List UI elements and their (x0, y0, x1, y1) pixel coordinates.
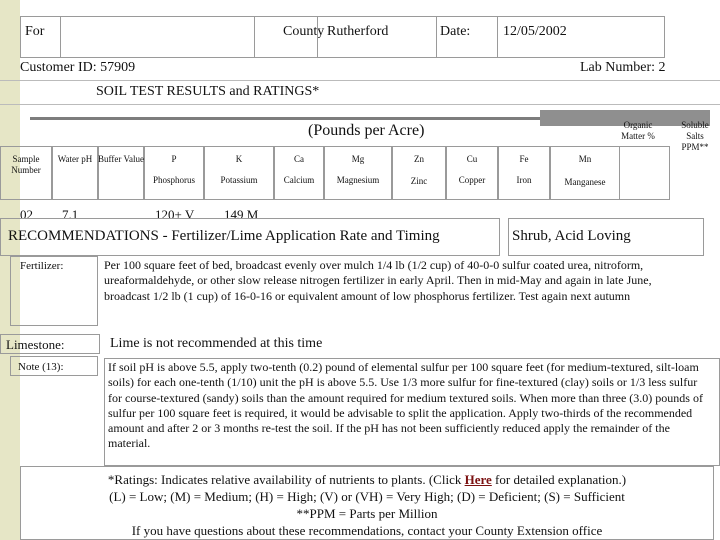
fe-symbol: Fe (519, 154, 529, 164)
customer-id: Customer ID: 57909 (20, 60, 136, 75)
contact-note: If you have questions about these recommendations, contact your County Extension office (131, 523, 603, 538)
mn-symbol: Mn (578, 154, 592, 164)
ca-name: Calcium (283, 175, 315, 185)
cu-symbol: Cu (466, 154, 478, 164)
cu-name: Copper (458, 175, 486, 185)
lab-number: Lab Number: 2 (580, 60, 666, 75)
sample-value: 02 (20, 207, 33, 222)
zn-name: Zinc (410, 176, 428, 186)
report-title: SOIL TEST RESULTS and RATINGS* (96, 84, 320, 99)
water-ph-header: Water pH (57, 154, 93, 164)
mg-name: Magnesium (336, 175, 380, 185)
sample-number-header: Sample Number (11, 154, 41, 175)
note-label: Note (13): (18, 361, 64, 373)
for-name-field[interactable] (60, 16, 255, 58)
note-text: If soil pH is above 5.5, apply two-tenth (0.2) pound of elemental sulfur per 100 square feet (for medium-textured, silt-loam soils) for each one-tenth (1/10) unit the pH is above 5.5. Use 1/3 more sulfur for fine-textured (clay) soils or 1/3 less sulfur for course-textured (sandy) soils than the amount required for medium textured soils. When more than three (3.0) pounds of sulfur per 100 square feet is required, it would be advisable to split the application. Apply two-thirds of the recommended amount and after 2 or 3 months re-test the soil. If the pH has not been sufficiently reduced apply the remainder of the material. (108, 360, 703, 451)
fe-name: Iron (516, 175, 532, 185)
ratings-text-after: for detailed explanation.) (491, 472, 627, 487)
organic-matter-header: Organic Matter % (621, 120, 655, 141)
limestone-label: Limestone: (6, 337, 65, 352)
k-name: Potassium (220, 175, 258, 185)
county-label: County (283, 24, 325, 39)
crop-name: Shrub, Acid Loving (512, 228, 631, 244)
zn-symbol: Zn (414, 154, 424, 164)
p-symbol: P (171, 154, 177, 164)
ratings-legend: (L) = Low; (M) = Medium; (H) = High; (V) or (VH) = Very High; (D) = Deficient; (S) = Sufficient (109, 489, 625, 504)
k-symbol: K (235, 154, 243, 164)
limestone-text: Lime is not recommended at this time (110, 336, 323, 351)
ppm-note: **PPM = Parts per Million (296, 506, 438, 521)
soluble-salts-header: Soluble Salts PPM** (681, 120, 709, 152)
divider (0, 104, 720, 105)
for-label: For (25, 24, 45, 39)
here-link[interactable]: Here (464, 472, 492, 487)
potassium-value: 149 M (224, 207, 259, 222)
divider (0, 80, 720, 81)
recommendations-heading: RECOMMENDATIONS - Fertilizer/Lime Application Rate and Timing (8, 228, 440, 244)
ratings-text-before: *Ratings: Indicates relative availability of nutrients to plants. (Click (107, 472, 465, 487)
county-value: Rutherford (327, 24, 389, 39)
ca-symbol: Ca (294, 154, 304, 164)
phosphorus-value: 120+ V (155, 207, 195, 222)
date-label: Date: (440, 24, 471, 39)
mg-symbol: Mg (351, 154, 365, 164)
mn-name: Manganese (564, 177, 606, 187)
buffer-value-header: Buffer Value (98, 154, 144, 164)
ratings-note (20, 472, 714, 488)
ph-value: 7.1 (62, 207, 79, 222)
units-label: (Pounds per Acre) (308, 122, 425, 139)
fertilizer-text: Per 100 square feet of bed, broadcast evenly over mulch 1/4 lb (1/2 cup) of 40-0-0 sulfur coated urea, nitroform, ureaformaldehyde, or other slow release nitrogen fertilizer in early April. Then in mid-May and again in late June, broadcast 1/2 lb (1 cup) of 16-0-16 or equivalent amount of low phosphorus fertilizer. Test again next autumn (104, 258, 652, 303)
p-name: Phosphorus (152, 175, 195, 185)
fertilizer-label: Fertilizer: (20, 260, 64, 272)
date-value: 12/05/2002 (503, 24, 567, 39)
